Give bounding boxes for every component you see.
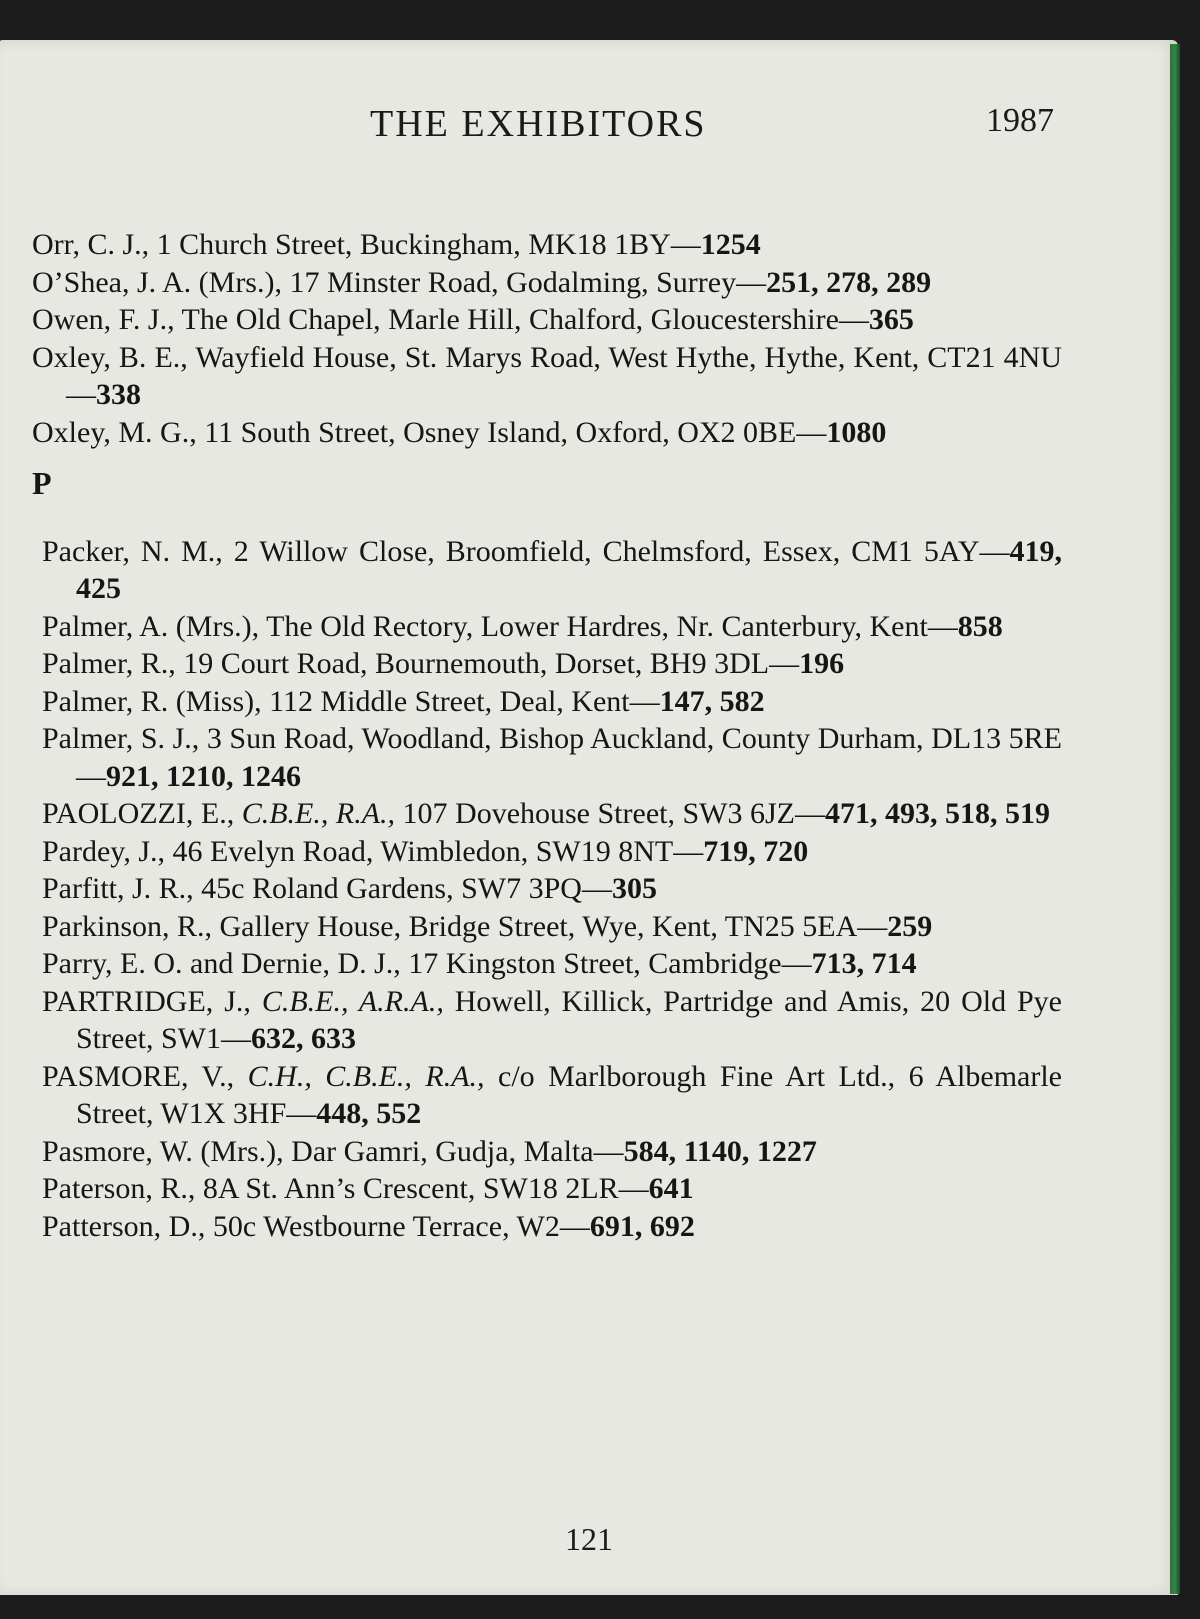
exhibitor-entry: PARTRIDGE, J., C.B.E., A.R.A., Howell, Killick, Partridge and Amis, 20 Old Pye Street, SW1—632, 633 — [42, 984, 1063, 1055]
exhibitor-entry: Parkinson, R., Gallery House, Bridge Street, Wye, Kent, TN25 5EA—259 — [42, 909, 933, 943]
exhibitor-entry: Parry, E. O. and Dernie, D. J., 17 Kingston Street, Cambridge—713, 714 — [42, 947, 917, 980]
exhibit-numbers: 713, 714 — [811, 947, 917, 980]
exhibit-numbers: 719, 720 — [703, 834, 809, 868]
exhibitor-entry: Owen, F. J., The Old Chapel, Marle Hill, Chalford, Gloucestershire—365 — [32, 303, 914, 336]
exhibitor-entry: O’Shea, J. A. (Mrs.), 17 Minster Road, Godalming, Surrey—251, 278, 289 — [32, 265, 932, 299]
exhibit-numbers: 448, 552 — [316, 1097, 422, 1130]
exhibit-numbers: 584, 1140, 1227 — [623, 1134, 817, 1168]
exhibitor-entry: Paterson, R., 8A St. Ann’s Crescent, SW18 2LR—641 — [42, 1172, 694, 1205]
honours: C.B.E., A.R.A., — [261, 984, 444, 1018]
exhibit-numbers: 251, 278, 289 — [766, 265, 932, 299]
exhibitor-entry: Pardey, J., 46 Evelyn Road, Wimbledon, SW19 8NT—719, 720 — [42, 834, 809, 868]
exhibitor-entry: Oxley, B. E., Wayfield House, St. Marys Road, West Hythe, Hythe, Kent, CT21 4NU—338 — [32, 340, 1062, 411]
exhibit-numbers: 419, 425 — [76, 534, 1062, 605]
section-p-entries — [32, 533, 1062, 1246]
exhibit-numbers: 632, 633 — [250, 1022, 356, 1055]
honours: C.H., C.B.E., R.A., — [247, 1059, 485, 1093]
exhibitor-list — [32, 226, 1062, 1245]
exhibitor-entry: PAOLOZZI, E., C.B.E., R.A., 107 Dovehouse Street, SW3 6JZ—471, 493, 518, 519 — [42, 797, 1050, 830]
exhibit-numbers: 1254 — [700, 228, 761, 261]
exhibit-numbers: 259 — [887, 909, 933, 943]
running-head — [0, 102, 1178, 152]
exhibitor-entry: PASMORE, V., C.H., C.B.E., R.A., c/o Marlborough Fine Art Ltd., 6 Albemarle Street, W1X 3HF—448, 552 — [42, 1059, 1062, 1130]
exhibit-numbers: 305 — [611, 872, 657, 905]
exhibitor-entry: Packer, N. M., 2 Willow Close, Broomfield, Chelmsford, Essex, CM1 5AY—419, 425 — [42, 534, 1062, 605]
exhibit-numbers: 641 — [648, 1172, 694, 1205]
book-spine-edge — [1170, 44, 1180, 1594]
honours: C.B.E., R.A., — [241, 797, 396, 830]
running-head-title: THE EXHIBITORS — [370, 103, 707, 145]
page-number: 121 — [565, 1521, 613, 1557]
exhibit-numbers: 1080 — [826, 415, 887, 449]
exhibit-numbers: 691, 692 — [589, 1209, 695, 1243]
section-letter: P — [32, 465, 52, 501]
exhibitor-entry: Parfitt, J. R., 45c Roland Gardens, SW7 3PQ—305 — [42, 872, 657, 905]
exhibitor-entry: Palmer, R. (Miss), 112 Middle Street, Deal, Kent—147, 582 — [42, 684, 765, 718]
book-page — [0, 40, 1178, 1595]
exhibit-numbers: 338 — [96, 378, 141, 411]
exhibit-numbers: 858 — [957, 609, 1003, 643]
exhibitor-entry: Palmer, R., 19 Court Road, Bournemouth, Dorset, BH9 3DL—196 — [42, 647, 845, 680]
running-head-year: 1987 — [986, 102, 1054, 139]
exhibit-numbers: 365 — [868, 303, 914, 336]
exhibitor-entry: Oxley, M. G., 11 South Street, Osney Island, Oxford, OX2 0BE—1080 — [32, 415, 887, 449]
exhibitor-entry: Orr, C. J., 1 Church Street, Buckingham, MK18 1BY—1254 — [32, 228, 761, 261]
exhibit-numbers: 196 — [799, 647, 845, 680]
exhibit-numbers: 147, 582 — [659, 684, 765, 718]
exhibit-numbers: 921, 1210, 1246 — [106, 759, 301, 793]
exhibitor-entry: Patterson, D., 50c Westbourne Terrace, W2—691, 692 — [42, 1209, 695, 1243]
exhibitor-entry: Pasmore, W. (Mrs.), Dar Gamri, Gudja, Malta—584, 1140, 1227 — [42, 1134, 817, 1168]
exhibitor-entry: Palmer, S. J., 3 Sun Road, Woodland, Bishop Auckland, County Durham, DL13 5RE—921, 1210, 1246 — [42, 722, 1062, 793]
exhibitor-entry: Palmer, A. (Mrs.), The Old Rectory, Lower Hardres, Nr. Canterbury, Kent—858 — [42, 609, 1003, 643]
exhibit-numbers: 471, 493, 518, 519 — [824, 797, 1050, 830]
